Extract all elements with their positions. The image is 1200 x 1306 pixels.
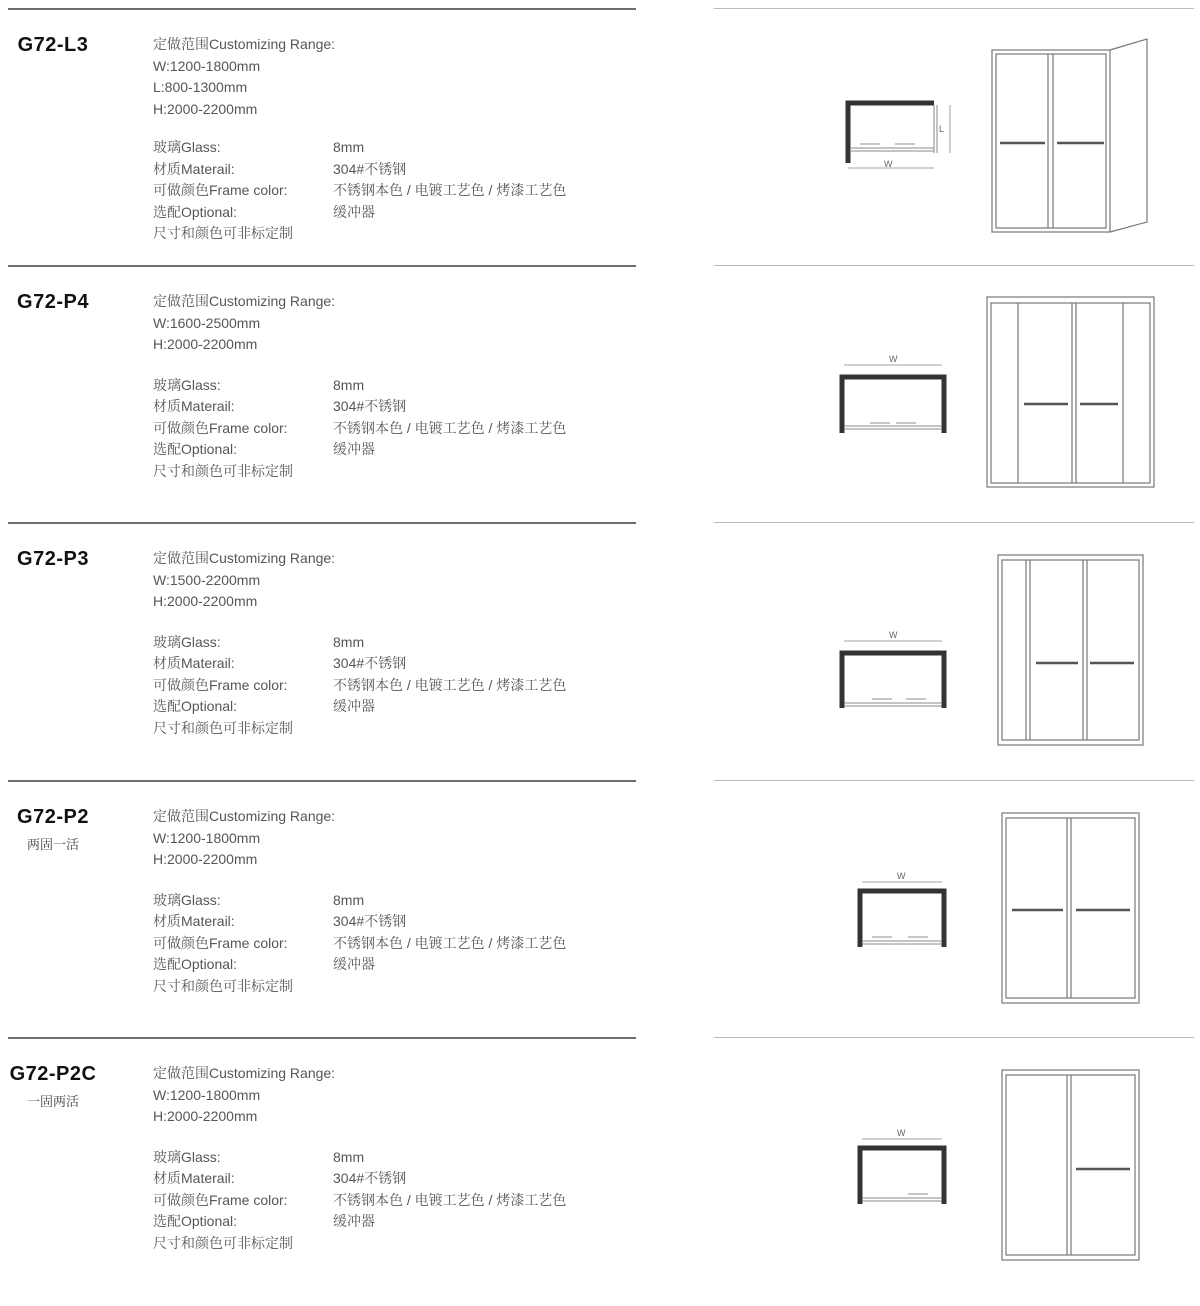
glass-value: 8mm xyxy=(333,376,365,393)
range-label: 定做范围Customizing Range: xyxy=(153,36,336,52)
model-subtitle: 两固一活 xyxy=(26,837,79,852)
model-name: G72-P2 xyxy=(17,806,89,828)
frame-color-label: 可做颜色Frame color: xyxy=(153,419,288,436)
glass-label: 玻璃Glass: xyxy=(153,139,221,155)
glass-value: 8mm xyxy=(333,633,365,650)
product-section-g72-p2 xyxy=(0,780,1200,1037)
material-label: 材质Materail: xyxy=(153,160,235,177)
product-drawings xyxy=(0,1037,1200,1294)
product-section-g72-p2c xyxy=(0,1037,1200,1294)
plan-dim-l: L xyxy=(939,124,945,134)
plan-dim-w: W xyxy=(889,630,898,640)
elevation-view-diagram xyxy=(1002,1070,1139,1260)
range-l: L:800-1300mm xyxy=(153,79,248,95)
frame-color-value: 不锈钢本色 / 电镀工艺色 / 烤漆工艺色 xyxy=(333,676,567,693)
range-h: H:2000-2200mm xyxy=(153,593,258,609)
frame-color-value: 不锈钢本色 / 电镀工艺色 / 烤漆工艺色 xyxy=(333,1191,567,1208)
model-name: G72-L3 xyxy=(17,34,89,56)
plan-dim-w: W xyxy=(897,871,906,881)
plan-dim-w: W xyxy=(884,159,893,169)
optional-label: 选配Optional: xyxy=(153,441,238,457)
range-w: W:1200-1800mm xyxy=(153,57,261,74)
range-h: H:2000-2200mm xyxy=(153,100,258,117)
material-value: 304#不锈钢 xyxy=(333,1170,407,1186)
range-label: 定做范围Customizing Range: xyxy=(153,550,336,566)
material-label: 材质Materail: xyxy=(153,398,235,414)
plan-dim-w: W xyxy=(889,354,898,364)
model-name: G72-P4 xyxy=(17,291,89,313)
glass-value: 8mm xyxy=(333,1148,365,1165)
frame-color-label: 可做颜色Frame color: xyxy=(153,182,288,198)
elevation-view-diagram xyxy=(1002,813,1139,1003)
range-w: W:1200-1800mm xyxy=(153,829,261,846)
material-value: 304#不锈钢 xyxy=(333,913,407,929)
material-value: 304#不锈钢 xyxy=(333,160,407,177)
product-drawings xyxy=(0,265,1200,522)
model-name: G72-P3 xyxy=(17,548,89,570)
product-section-g72-p4 xyxy=(0,265,1200,522)
frame-color-label: 可做颜色Frame color: xyxy=(153,676,288,693)
material-value: 304#不锈钢 xyxy=(333,398,407,414)
elevation-view-diagram xyxy=(998,555,1143,745)
glass-value: 8mm xyxy=(333,891,365,908)
optional-value: 缓冲器 xyxy=(333,698,375,714)
range-w: W:1600-2500mm xyxy=(153,314,261,331)
product-section-g72-p3 xyxy=(0,522,1200,779)
frame-color-value: 不锈钢本色 / 电镀工艺色 / 烤漆工艺色 xyxy=(333,934,567,951)
glass-label: 玻璃Glass: xyxy=(153,633,221,650)
range-label: 定做范围Customizing Range: xyxy=(153,1065,336,1081)
material-value: 304#不锈钢 xyxy=(333,655,407,671)
plan-view-diagram xyxy=(860,1128,944,1204)
product-drawings xyxy=(0,780,1200,1037)
plan-view-diagram xyxy=(848,103,950,169)
range-h: H:2000-2200mm xyxy=(153,1108,258,1124)
glass-label: 玻璃Glass: xyxy=(153,891,221,908)
optional-value: 缓冲器 xyxy=(333,441,375,457)
range-label: 定做范围Customizing Range: xyxy=(153,293,336,309)
optional-label: 选配Optional: xyxy=(153,1213,238,1229)
custom-note: 尺寸和颜色可非标定制 xyxy=(153,977,293,994)
material-label: 材质Materail: xyxy=(153,913,235,929)
custom-note: 尺寸和颜色可非标定制 xyxy=(153,225,293,241)
custom-note: 尺寸和颜色可非标定制 xyxy=(153,462,293,479)
plan-view-diagram xyxy=(860,871,944,947)
elevation-view-diagram xyxy=(992,39,1147,232)
model-name: G72-P2C xyxy=(9,1063,97,1085)
product-drawings xyxy=(0,8,1200,265)
glass-value: 8mm xyxy=(333,139,365,155)
range-h: H:2000-2200mm xyxy=(153,336,258,352)
optional-value: 缓冲器 xyxy=(333,956,375,972)
optional-label: 选配Optional: xyxy=(153,698,238,714)
material-label: 材质Materail: xyxy=(153,655,235,671)
range-label: 定做范围Customizing Range: xyxy=(153,808,336,824)
frame-color-label: 可做颜色Frame color: xyxy=(153,934,288,951)
product-drawings xyxy=(0,522,1200,779)
range-h: H:2000-2200mm xyxy=(153,851,258,867)
plan-dim-w: W xyxy=(897,1128,906,1138)
custom-note: 尺寸和颜色可非标定制 xyxy=(153,719,293,736)
range-w: W:1200-1800mm xyxy=(153,1086,261,1103)
optional-value: 缓冲器 xyxy=(333,1213,375,1229)
material-label: 材质Materail: xyxy=(153,1170,235,1186)
range-w: W:1500-2200mm xyxy=(153,571,261,588)
optional-label: 选配Optional: xyxy=(153,956,238,972)
plan-view-diagram xyxy=(842,630,944,708)
product-section-g72-l3 xyxy=(0,8,1200,265)
frame-color-value: 不锈钢本色 / 电镀工艺色 / 烤漆工艺色 xyxy=(333,419,567,436)
glass-label: 玻璃Glass: xyxy=(153,1148,221,1165)
frame-color-label: 可做颜色Frame color: xyxy=(153,1191,288,1208)
model-subtitle: 一固两活 xyxy=(26,1094,79,1109)
elevation-view-diagram xyxy=(987,297,1154,487)
glass-label: 玻璃Glass: xyxy=(153,376,221,393)
frame-color-value: 不锈钢本色 / 电镀工艺色 / 烤漆工艺色 xyxy=(333,182,567,198)
custom-note: 尺寸和颜色可非标定制 xyxy=(153,1234,293,1251)
plan-view-diagram xyxy=(842,354,944,433)
optional-value: 缓冲器 xyxy=(333,203,375,220)
optional-label: 选配Optional: xyxy=(153,203,238,220)
